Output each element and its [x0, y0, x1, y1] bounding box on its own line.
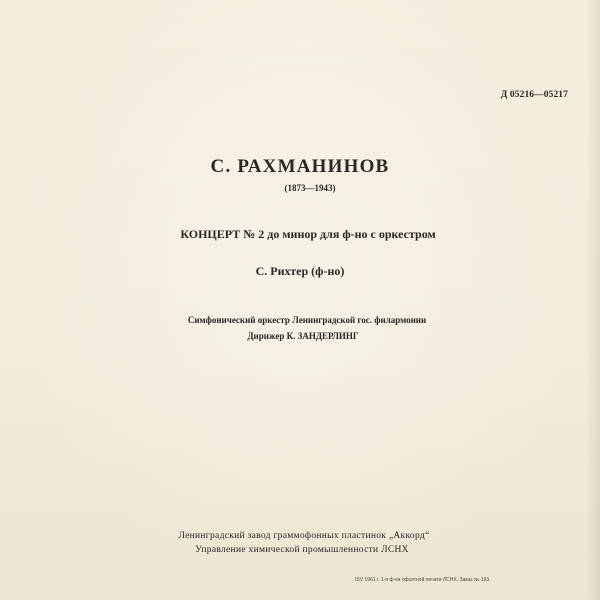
work-title: КОНЦЕРТ № 2 до минор для ф-но с оркестром — [180, 227, 436, 241]
print-imprint: ISV 1961 г. 1-я ф-ка офсетной печати ЛСНХ. Заказ № 193. — [355, 577, 491, 583]
catalog-number: Д 05216—05217 — [500, 90, 568, 100]
orchestra-name: Симфонический оркестр Ленинградской гос. филармонии — [187, 315, 427, 325]
soloist: С. Рихтер (ф-но) — [255, 264, 345, 278]
composer-years: (1873—1943) — [284, 183, 336, 193]
composer-name: С. РАХМАНИНОВ — [210, 156, 390, 177]
cover-edge-shadow — [586, 0, 600, 600]
publisher-factory: Ленинградский завод граммофонных пластинок „Аккорд“ — [178, 531, 430, 541]
conductor: Дирижер К. ЗАНДЕРЛИНГ — [247, 331, 359, 341]
publisher-management: Управление химической промышленности ЛСНХ — [195, 545, 409, 555]
